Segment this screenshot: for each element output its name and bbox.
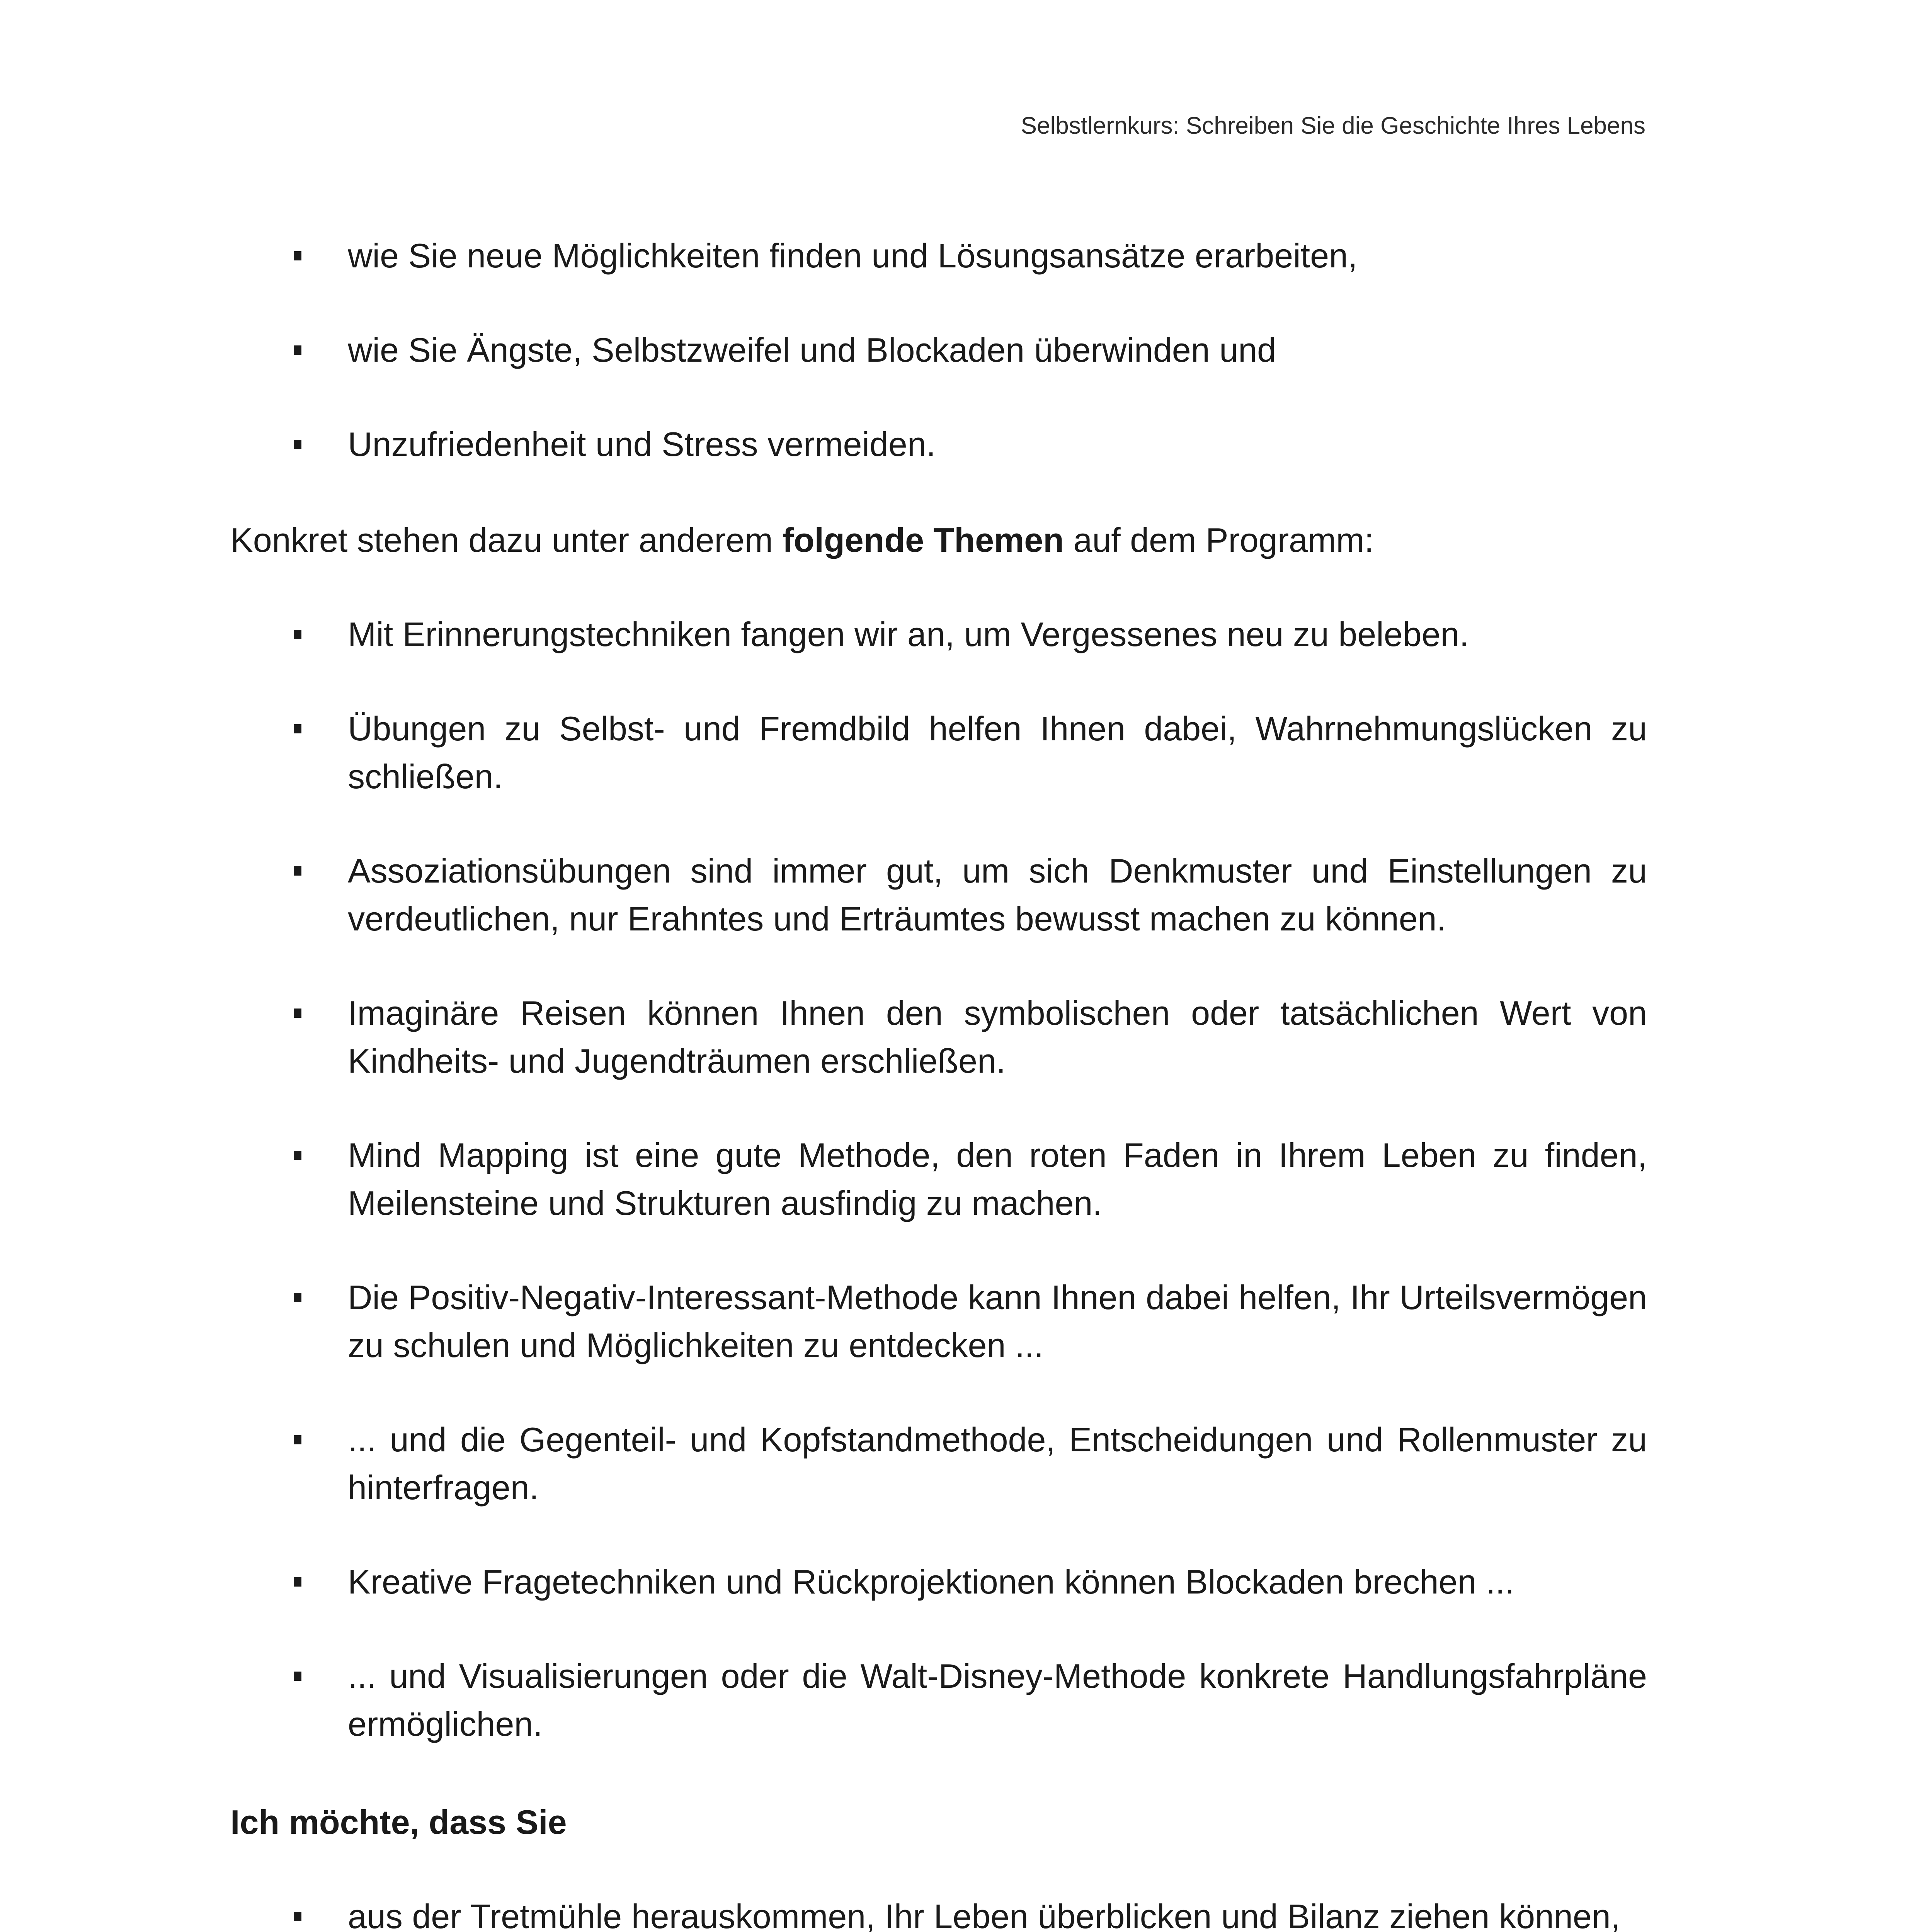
square-bullet-icon xyxy=(294,866,301,876)
list-item-text: Assoziationsübungen sind immer gut, um sich Denkmuster und Einstellungen zu verdeutlichen, nur Erahntes und Erträumtes bewusst machen zu können. xyxy=(348,852,1647,938)
square-bullet-icon xyxy=(294,1912,301,1921)
square-bullet-icon xyxy=(294,1435,301,1444)
list-item xyxy=(230,611,1647,658)
section-heading: Ich möchte, dass Sie xyxy=(230,1803,567,1841)
list-item-text: ... und Visualisierungen oder die Walt-Disney-Methode konkrete Handlungsfahrpläne ermöglichen. xyxy=(348,1657,1647,1743)
list-item xyxy=(230,232,1647,280)
list-item-text: wie Sie Ängste, Selbstzweifel und Blockaden überwinden und xyxy=(348,331,1276,369)
bullet-list-topics xyxy=(230,611,1647,1748)
intro-emphasis: folgende Themen xyxy=(782,521,1064,559)
square-bullet-icon xyxy=(294,1009,301,1018)
page-content xyxy=(230,232,1647,1932)
list-item xyxy=(230,989,1647,1085)
list-item-text: ... und die Gegenteil- und Kopfstandmethode, Entscheidungen und Rollenmuster zu hinterfragen. xyxy=(348,1420,1647,1507)
intro-paragraph xyxy=(230,516,1647,564)
list-item xyxy=(230,1652,1647,1748)
list-item-text: Mind Mapping ist eine gute Methode, den roten Faden in Ihrem Leben zu finden, Meilensteine und Strukturen ausfindig zu machen. xyxy=(348,1136,1647,1222)
square-bullet-icon xyxy=(294,724,301,733)
square-bullet-icon xyxy=(294,1577,301,1587)
list-item xyxy=(230,1416,1647,1512)
list-item xyxy=(230,326,1647,374)
list-item-text: Imaginäre Reisen können Ihnen den symbolischen oder tatsächlichen Wert von Kindheits- und Jugendträumen erschließen. xyxy=(348,994,1647,1080)
list-item-text: Die Positiv-Negativ-Interessant-Methode kann Ihnen dabei helfen, Ihr Urteilsvermögen zu schulen und Möglichkeiten zu entdecken ... xyxy=(348,1278,1647,1364)
list-item-text: wie Sie neue Möglichkeiten finden und Lösungsansätze erarbeiten, xyxy=(348,236,1358,275)
bullet-list-wishes xyxy=(230,1893,1647,1932)
list-item-text: Mit Erinnerungstechniken fangen wir an, um Vergessenes neu zu beleben. xyxy=(348,615,1469,653)
bullet-list-goals xyxy=(230,232,1647,468)
list-item xyxy=(230,420,1647,468)
running-header: Selbstlernkurs: Schreiben Sie die Geschichte Ihres Lebens xyxy=(1021,112,1645,139)
list-item-text: Übungen zu Selbst- und Fremdbild helfen Ihnen dabei, Wahrnehmungslücken zu schließen. xyxy=(348,709,1647,796)
list-item xyxy=(230,1274,1647,1369)
list-item xyxy=(230,1131,1647,1227)
list-item-text: Kreative Fragetechniken und Rückprojektionen können Blockaden brechen ... xyxy=(348,1563,1514,1601)
list-item xyxy=(230,1893,1647,1932)
list-item-text: Unzufriedenheit und Stress vermeiden. xyxy=(348,425,936,463)
list-item xyxy=(230,705,1647,801)
square-bullet-icon xyxy=(294,630,301,639)
square-bullet-icon xyxy=(294,345,301,355)
list-item xyxy=(230,847,1647,943)
list-item-text: aus der Tretmühle herauskommen, Ihr Leben überblicken und Bilanz ziehen können, xyxy=(348,1897,1620,1932)
square-bullet-icon xyxy=(294,440,301,449)
square-bullet-icon xyxy=(294,251,301,260)
square-bullet-icon xyxy=(294,1672,301,1681)
intro-text-after: auf dem Programm: xyxy=(1063,521,1374,559)
list-item xyxy=(230,1558,1647,1606)
square-bullet-icon xyxy=(294,1151,301,1160)
square-bullet-icon xyxy=(294,1293,301,1302)
intro-text-before: Konkret stehen dazu unter anderem xyxy=(230,521,783,559)
